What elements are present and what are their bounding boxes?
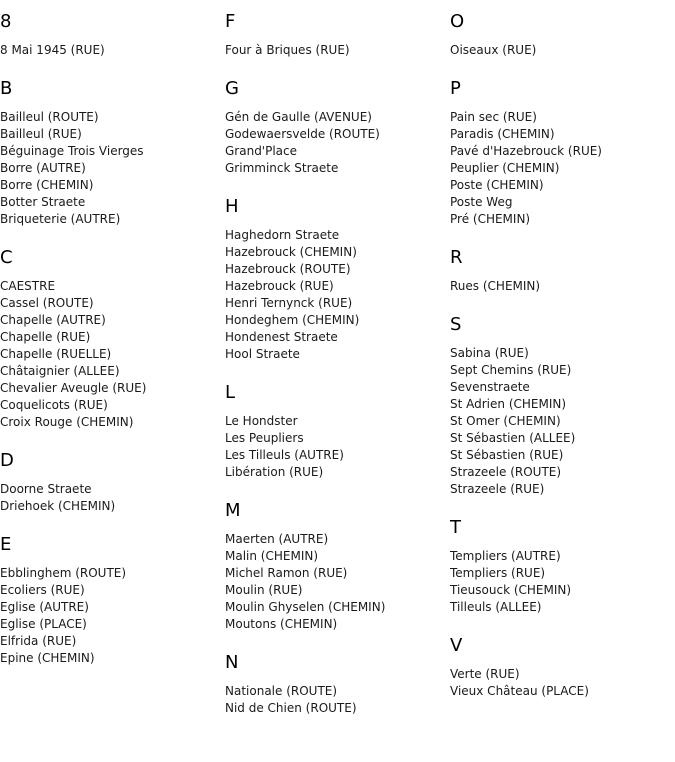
street-list xyxy=(225,413,450,481)
street-link[interactable]: St Sébastien (ALLEE) xyxy=(450,431,576,445)
street-link[interactable]: Paradis (CHEMIN) xyxy=(450,127,555,141)
street-link[interactable]: Hondenest Straete xyxy=(225,330,338,344)
section-letter-heading: S xyxy=(450,314,462,335)
letter-section xyxy=(0,79,225,228)
street-link[interactable]: Croix Rouge (CHEMIN) xyxy=(0,415,134,429)
letter-section xyxy=(225,383,450,481)
section-letter-heading: H xyxy=(225,196,239,217)
street-link[interactable]: 8 Mai 1945 (RUE) xyxy=(0,43,105,57)
section-letter-heading: 8 xyxy=(0,11,12,32)
street-link[interactable]: Henri Ternynck (RUE) xyxy=(225,296,353,310)
letter-section xyxy=(225,79,450,177)
street-link[interactable]: Botter Straete xyxy=(0,195,86,209)
street-list xyxy=(450,548,675,616)
street-link[interactable]: Châtaignier (ALLEE) xyxy=(0,364,120,378)
street-link[interactable]: St Adrien (CHEMIN) xyxy=(450,397,567,411)
street-list xyxy=(225,42,450,59)
street-link[interactable]: Sept Chemins (RUE) xyxy=(450,363,572,377)
letter-section xyxy=(225,653,450,717)
street-link[interactable]: Grimminck Straete xyxy=(225,161,339,175)
street-link[interactable]: Hondeghem (CHEMIN) xyxy=(225,313,360,327)
street-link[interactable]: Briqueterie (AUTRE) xyxy=(0,212,121,226)
street-link[interactable]: Borre (AUTRE) xyxy=(0,161,86,175)
street-link[interactable]: Elfrida (RUE) xyxy=(0,634,77,648)
letter-section xyxy=(450,79,675,228)
street-link[interactable]: Ebblinghem (ROUTE) xyxy=(0,566,127,580)
street-link[interactable]: Eglise (PLACE) xyxy=(0,617,87,631)
street-link[interactable]: Chapelle (RUE) xyxy=(0,330,91,344)
letter-section xyxy=(225,12,450,59)
street-list xyxy=(0,278,225,431)
index-column xyxy=(0,0,225,687)
street-list xyxy=(0,109,225,228)
street-link[interactable]: Haghedorn Straete xyxy=(225,228,340,242)
section-letter-heading: E xyxy=(0,534,12,555)
street-link[interactable]: Bailleul (ROUTE) xyxy=(0,110,99,124)
letter-section xyxy=(450,636,675,700)
section-letter-heading: O xyxy=(450,11,465,32)
street-link[interactable]: Peuplier (CHEMIN) xyxy=(450,161,560,175)
street-link[interactable]: Tilleuls (ALLEE) xyxy=(450,600,542,614)
street-link[interactable]: St Omer (CHEMIN) xyxy=(450,414,561,428)
index-column xyxy=(225,0,450,737)
street-link[interactable]: Templiers (AUTRE) xyxy=(450,549,561,563)
street-link[interactable]: Ecoliers (RUE) xyxy=(0,583,85,597)
street-link[interactable]: Grand'Place xyxy=(225,144,298,158)
street-link[interactable]: Michel Ramon (RUE) xyxy=(225,566,348,580)
street-link[interactable]: Tieusouck (CHEMIN) xyxy=(450,583,572,597)
street-link[interactable]: Nationale (ROUTE) xyxy=(225,684,338,698)
letter-section xyxy=(0,451,225,515)
section-letter-heading: G xyxy=(225,78,239,99)
street-link[interactable]: Les Peupliers xyxy=(225,431,304,445)
street-link[interactable]: Le Hondster xyxy=(225,414,298,428)
street-link[interactable]: Gén de Gaulle (AVENUE) xyxy=(225,110,372,124)
street-link[interactable]: Eglise (AUTRE) xyxy=(0,600,89,614)
street-link[interactable]: Godewaersvelde (ROUTE) xyxy=(225,127,380,141)
street-link[interactable]: Béguinage Trois Vierges xyxy=(0,144,144,158)
street-link[interactable]: Strazeele (ROUTE) xyxy=(450,465,562,479)
letter-section xyxy=(225,501,450,633)
street-list xyxy=(0,565,225,667)
street-list xyxy=(0,42,225,59)
street-link[interactable]: Chapelle (AUTRE) xyxy=(0,313,106,327)
letter-section xyxy=(0,535,225,667)
street-link[interactable]: Epine (CHEMIN) xyxy=(0,651,95,665)
street-link[interactable]: Moutons (CHEMIN) xyxy=(225,617,338,631)
street-link[interactable]: Moulin Ghyselen (CHEMIN) xyxy=(225,600,386,614)
street-link[interactable]: Maerten (AUTRE) xyxy=(225,532,329,546)
street-link[interactable]: Hazebrouck (RUE) xyxy=(225,279,334,293)
street-link[interactable]: Pain sec (RUE) xyxy=(450,110,537,124)
street-link[interactable]: Vieux Château (PLACE) xyxy=(450,684,589,698)
section-letter-heading: B xyxy=(0,78,13,99)
letter-section xyxy=(450,315,675,498)
street-link[interactable]: Malin (CHEMIN) xyxy=(225,549,319,563)
section-letter-heading: V xyxy=(450,635,463,656)
street-link[interactable]: Les Tilleuls (AUTRE) xyxy=(225,448,344,462)
street-link[interactable]: Nid de Chien (ROUTE) xyxy=(225,701,357,715)
street-list xyxy=(450,42,675,59)
street-link[interactable]: Libération (RUE) xyxy=(225,465,324,479)
section-letter-heading: D xyxy=(0,450,14,471)
street-list xyxy=(450,666,675,700)
street-link[interactable]: Sevenstraete xyxy=(450,380,530,394)
street-list xyxy=(225,531,450,633)
street-link[interactable]: Templiers (RUE) xyxy=(450,566,546,580)
street-list xyxy=(225,109,450,177)
street-list xyxy=(450,345,675,498)
letter-section xyxy=(450,12,675,59)
section-letter-heading: C xyxy=(0,247,13,268)
street-link[interactable]: Oiseaux (RUE) xyxy=(450,43,537,57)
street-link[interactable]: Coquelicots (RUE) xyxy=(0,398,108,412)
street-link[interactable]: Hazebrouck (ROUTE) xyxy=(225,262,351,276)
street-link[interactable]: Cassel (ROUTE) xyxy=(0,296,94,310)
letter-section xyxy=(0,248,225,431)
street-list xyxy=(225,227,450,363)
street-link[interactable]: Hool Straete xyxy=(225,347,300,361)
street-link[interactable]: Pré (CHEMIN) xyxy=(450,212,531,226)
street-link[interactable]: Strazeele (RUE) xyxy=(450,482,545,496)
street-list xyxy=(0,481,225,515)
street-link[interactable]: Hazebrouck (CHEMIN) xyxy=(225,245,357,259)
street-link[interactable]: Bailleul (RUE) xyxy=(0,127,82,141)
street-link[interactable]: Rues (CHEMIN) xyxy=(450,279,541,293)
street-link[interactable]: Pavé d'Hazebrouck (RUE) xyxy=(450,144,602,158)
index-column xyxy=(450,0,675,720)
street-list xyxy=(450,109,675,228)
section-letter-heading: T xyxy=(450,517,461,538)
street-link[interactable]: Doorne Straete xyxy=(0,482,92,496)
street-link[interactable]: Verte (RUE) xyxy=(450,667,520,681)
street-link[interactable]: Poste (CHEMIN) xyxy=(450,178,544,192)
street-link[interactable]: St Sébastien (RUE) xyxy=(450,448,564,462)
street-link[interactable]: CAESTRE xyxy=(0,279,56,293)
street-link[interactable]: Four à Briques (RUE) xyxy=(225,43,350,57)
street-link[interactable]: Moulin (RUE) xyxy=(225,583,303,597)
section-letter-heading: R xyxy=(450,247,463,268)
letter-section xyxy=(0,12,225,59)
section-letter-heading: M xyxy=(225,500,241,521)
street-link[interactable]: Borre (CHEMIN) xyxy=(0,178,94,192)
section-letter-heading: F xyxy=(225,11,236,32)
letter-section xyxy=(450,248,675,295)
section-letter-heading: N xyxy=(225,652,239,673)
section-letter-heading: L xyxy=(225,382,236,403)
street-link[interactable]: Poste Weg xyxy=(450,195,513,209)
street-list xyxy=(450,278,675,295)
street-link[interactable]: Driehoek (CHEMIN) xyxy=(0,499,116,513)
section-letter-heading: P xyxy=(450,78,461,99)
street-link[interactable]: Sabina (RUE) xyxy=(450,346,529,360)
letter-section xyxy=(225,197,450,363)
street-link[interactable]: Chevalier Aveugle (RUE) xyxy=(0,381,147,395)
letter-section xyxy=(450,518,675,616)
street-list xyxy=(225,683,450,717)
street-link[interactable]: Chapelle (RUELLE) xyxy=(0,347,112,361)
